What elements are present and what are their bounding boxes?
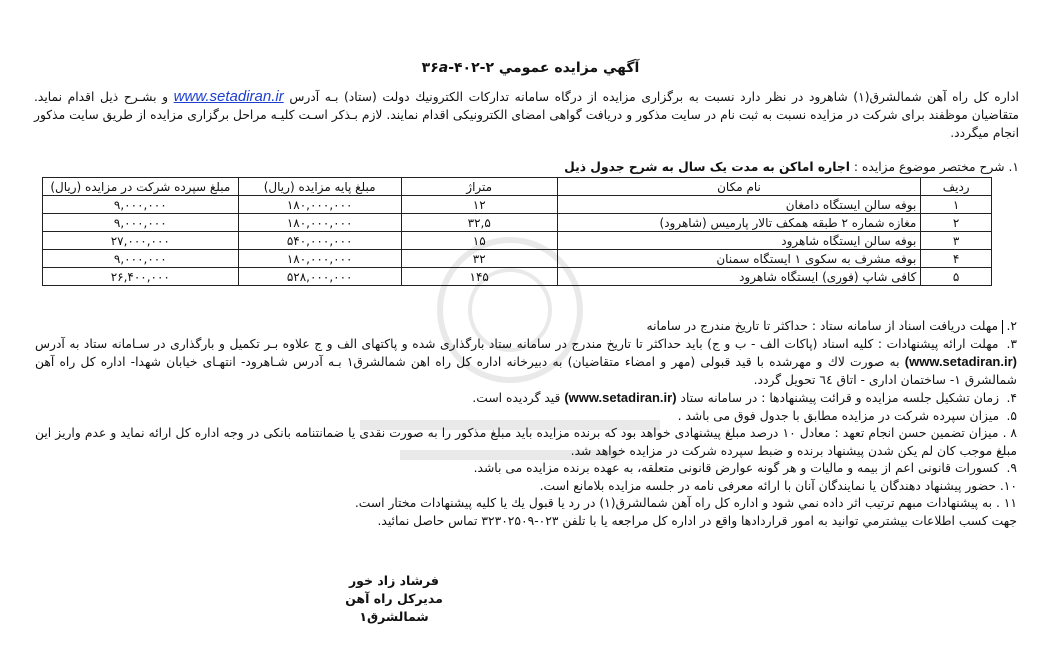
title-text: آگهي مزايده عمومي ۲-۴۰۲-۳۶ — [421, 60, 640, 76]
cell-deposit: ۹,۰۰۰,۰۰۰ — [43, 196, 239, 214]
cell-base-price: ۱۸۰,۰۰۰,۰۰۰ — [238, 196, 401, 214]
item-8-text: ميزان تضمين حسن انجام تعهد : معادل ۱۰ درصد مبلغ پيشنهادی خواهد بود كه برنده مزايده بايد مبلغ مذكور را به صورت نقدی يا ضمانتنامه بانكی در وجه اداره كل ارائه نمايد و عدم واريز اين مبلغ موجب كان لم يكن شدن پيشنهاد برنده و ضبط سپرده شركت در مزايده خواهد شد. — [35, 426, 1017, 458]
cell-place: مغازه شماره ۲ طبقه همكف تالار پارميس (شاهرود) — [557, 214, 921, 232]
signer-name: فرشاد زاد خور — [348, 573, 439, 588]
signer-role: مديركل راه آهن شمالشرق۱ — [345, 591, 443, 624]
item-4-part1: زمان تشكيل جلسه مزايده و قرائت پيشنهادها : در سامانه ستاد — [680, 391, 1000, 405]
cell-base-price: ۱۸۰,۰۰۰,۰۰۰ — [238, 214, 401, 232]
header-index: رديف — [921, 178, 992, 196]
item-3-number: ۳. — [1006, 336, 1017, 351]
intro-part2: و بشـرح ذيل اقدام نمايد. متقاضيان موظفند برای شركت در مزايده نسبت به ثبت نام در سايت مذكور و دريافت گواهی امضای الكترونيكی اقدام نمايند. لازم بـذكر اسـت كليـه مراحل برگزاری مزايده از طريق سايت مذكور انجام ميگردد. — [34, 90, 1019, 140]
cell-index: ۳ — [921, 232, 992, 250]
table-header-row — [43, 178, 992, 196]
item-2-number: ۲. — [1006, 319, 1017, 333]
contact-line: جهت كسب اطلاعات بيشترمي توانيد به امور قراردادها واقع در اداره كل مراجعه يا با تلفن ۰۲۳-۳۲۳۰۲۵۰۹ تماس حاصل نمائيد. — [377, 513, 1017, 528]
item-3 — [35, 336, 1017, 390]
item-3-part1: مهلت ارائه پيشنهادات : كليه اسناد (پاكات الف - ب و ج) بايد حداكثر تا تاريخ مندرج در سامانه ستاد بارگذاری شده و پاكتهای الف و ج علاوه بـر تكميل و بارگذاری در سـامانه ستاد به آدرس — [35, 336, 999, 351]
cell-deposit: ۹,۰۰۰,۰۰۰ — [43, 250, 239, 268]
item-1-subject: اجاره اماكن به مدت يک سال به شرح جدول ذيل — [564, 160, 850, 174]
cell-area: ۳۲,۵ — [401, 214, 557, 232]
header-area: متراژ — [401, 178, 557, 196]
item-4-part2: قيد گرديده است. — [472, 391, 561, 405]
item-5-number: ۵. — [1006, 408, 1017, 423]
intro-part1: اداره کل راه آهن شمالشرق(۱) شاهرود در نظر دارد نسبت به برگزاری مزايده از درگاه سامانه تداركات الكترونيك دولت (ستاد) بـه آدرس — [289, 90, 1019, 104]
table-row — [43, 214, 992, 232]
items-list — [35, 318, 1017, 530]
cell-area: ۱۴۵ — [401, 268, 557, 286]
table-row — [43, 268, 992, 286]
item-11-text: به پيشنهادات مبهم ترتيب اثر داده نمي شود و اداره كل راه آهن شمالشرق(۱) در رد يا قبول يك يا كليه پيشنهادات مختار است. — [354, 496, 993, 510]
cell-place: بوفه سالن ايستگاه دامغان — [557, 196, 921, 214]
cell-place: بوفه سالن ايستگاه شاهرود — [557, 232, 921, 250]
cell-deposit: ۹,۰۰۰,۰۰۰ — [43, 214, 239, 232]
item-5-text: ميزان سپرده شركت در مزايده مطابق با جدول فوق می باشد . — [677, 408, 1000, 423]
item-11 — [35, 495, 1017, 513]
item-11-number: ۱۱ . — [995, 496, 1017, 510]
cell-area: ۳۲ — [401, 250, 557, 268]
cell-area: ۱۲ — [401, 196, 557, 214]
item-1-number: ۱. — [1008, 160, 1019, 174]
cell-index: ۴ — [921, 250, 992, 268]
item-1 — [564, 160, 1019, 174]
cell-area: ۱۵ — [401, 232, 557, 250]
item-1-prefix: شرح مختصر موضوع مزايده : — [853, 160, 1005, 174]
item-9 — [35, 460, 1017, 478]
cell-base-price: ۱۸۰,۰۰۰,۰۰۰ — [238, 250, 401, 268]
item-10-text: حضور پيشنهاد دهندگان يا نمايندگان آنان با ارائه معرفی نامه در جلسه مزايده بلامانع است. — [539, 478, 996, 493]
item-2-text: مهلت دريافت اسناد از سامانه ستاد : حداكثر تا تاريخ مندرج در سامانه — [646, 319, 999, 333]
item-10-number: ۱۰. — [999, 478, 1017, 493]
cell-deposit: ۲۷,۰۰۰,۰۰۰ — [43, 232, 239, 250]
table-row — [43, 196, 992, 214]
item-9-number: ۹. — [1006, 461, 1017, 475]
cell-place: بوفه مشرف به سكوی ۱ ايستگاه سمنان — [557, 250, 921, 268]
cell-index: ۱ — [921, 196, 992, 214]
item-10 — [35, 478, 1017, 496]
item-8-number: ۸ . — [1002, 426, 1017, 440]
cell-base-price: ۵۲۸,۰۰۰,۰۰۰ — [238, 268, 401, 286]
cell-place: كافی شاپ (فوری) ايستگاه شاهرود — [557, 268, 921, 286]
signature-block — [309, 572, 479, 626]
item-2 — [35, 318, 1017, 336]
item-8 — [35, 425, 1017, 460]
item-3-part2: به صورت لاك و مهرشده با قيد قبولی (مهر و امضاء متقاضيان) به دبيرخانه اداره كل راه اهن شمالشرق۱ بـه آدرس شـاهرود- انتهـای خيابان شهدا- اداره كل راه آهن شمالشرق ۱- ساختمان اداری - اتاق ٦٤ تحويل گردد. — [35, 355, 1017, 387]
auction-table — [42, 177, 992, 286]
cell-deposit: ۲۶,۴۰۰,۰۰۰ — [43, 268, 239, 286]
item-5 — [35, 408, 1017, 426]
item-4-link[interactable]: (www.setadiran.ir) — [564, 390, 677, 405]
item-3-link[interactable]: (www.setadiran.ir) — [904, 354, 1017, 369]
cell-index: ۵ — [921, 268, 992, 286]
header-place: نام مكان — [557, 178, 921, 196]
item-4 — [35, 389, 1017, 408]
cell-base-price: ۵۴۰,۰۰۰,۰۰۰ — [238, 232, 401, 250]
intro-paragraph — [34, 88, 1019, 142]
header-deposit: مبلغ سپرده شركت در مزايده (ريال) — [43, 178, 239, 196]
setadiran-link[interactable]: www.setadiran.ir — [173, 88, 284, 105]
item-9-text: كسورات قانونی اعم از بيمه و ماليات و هر گونه عوارض قانونی متعلقه، به عهده برنده مزايده می باشد. — [473, 461, 1000, 475]
notice-title — [0, 60, 1061, 76]
item-4-number: ۴. — [1006, 391, 1017, 405]
title-mark: a — [438, 60, 449, 76]
cell-index: ۲ — [921, 214, 992, 232]
table-row — [43, 250, 992, 268]
table-row — [43, 232, 992, 250]
header-base-price: مبلغ پايه مزايده (ريال) — [238, 178, 401, 196]
